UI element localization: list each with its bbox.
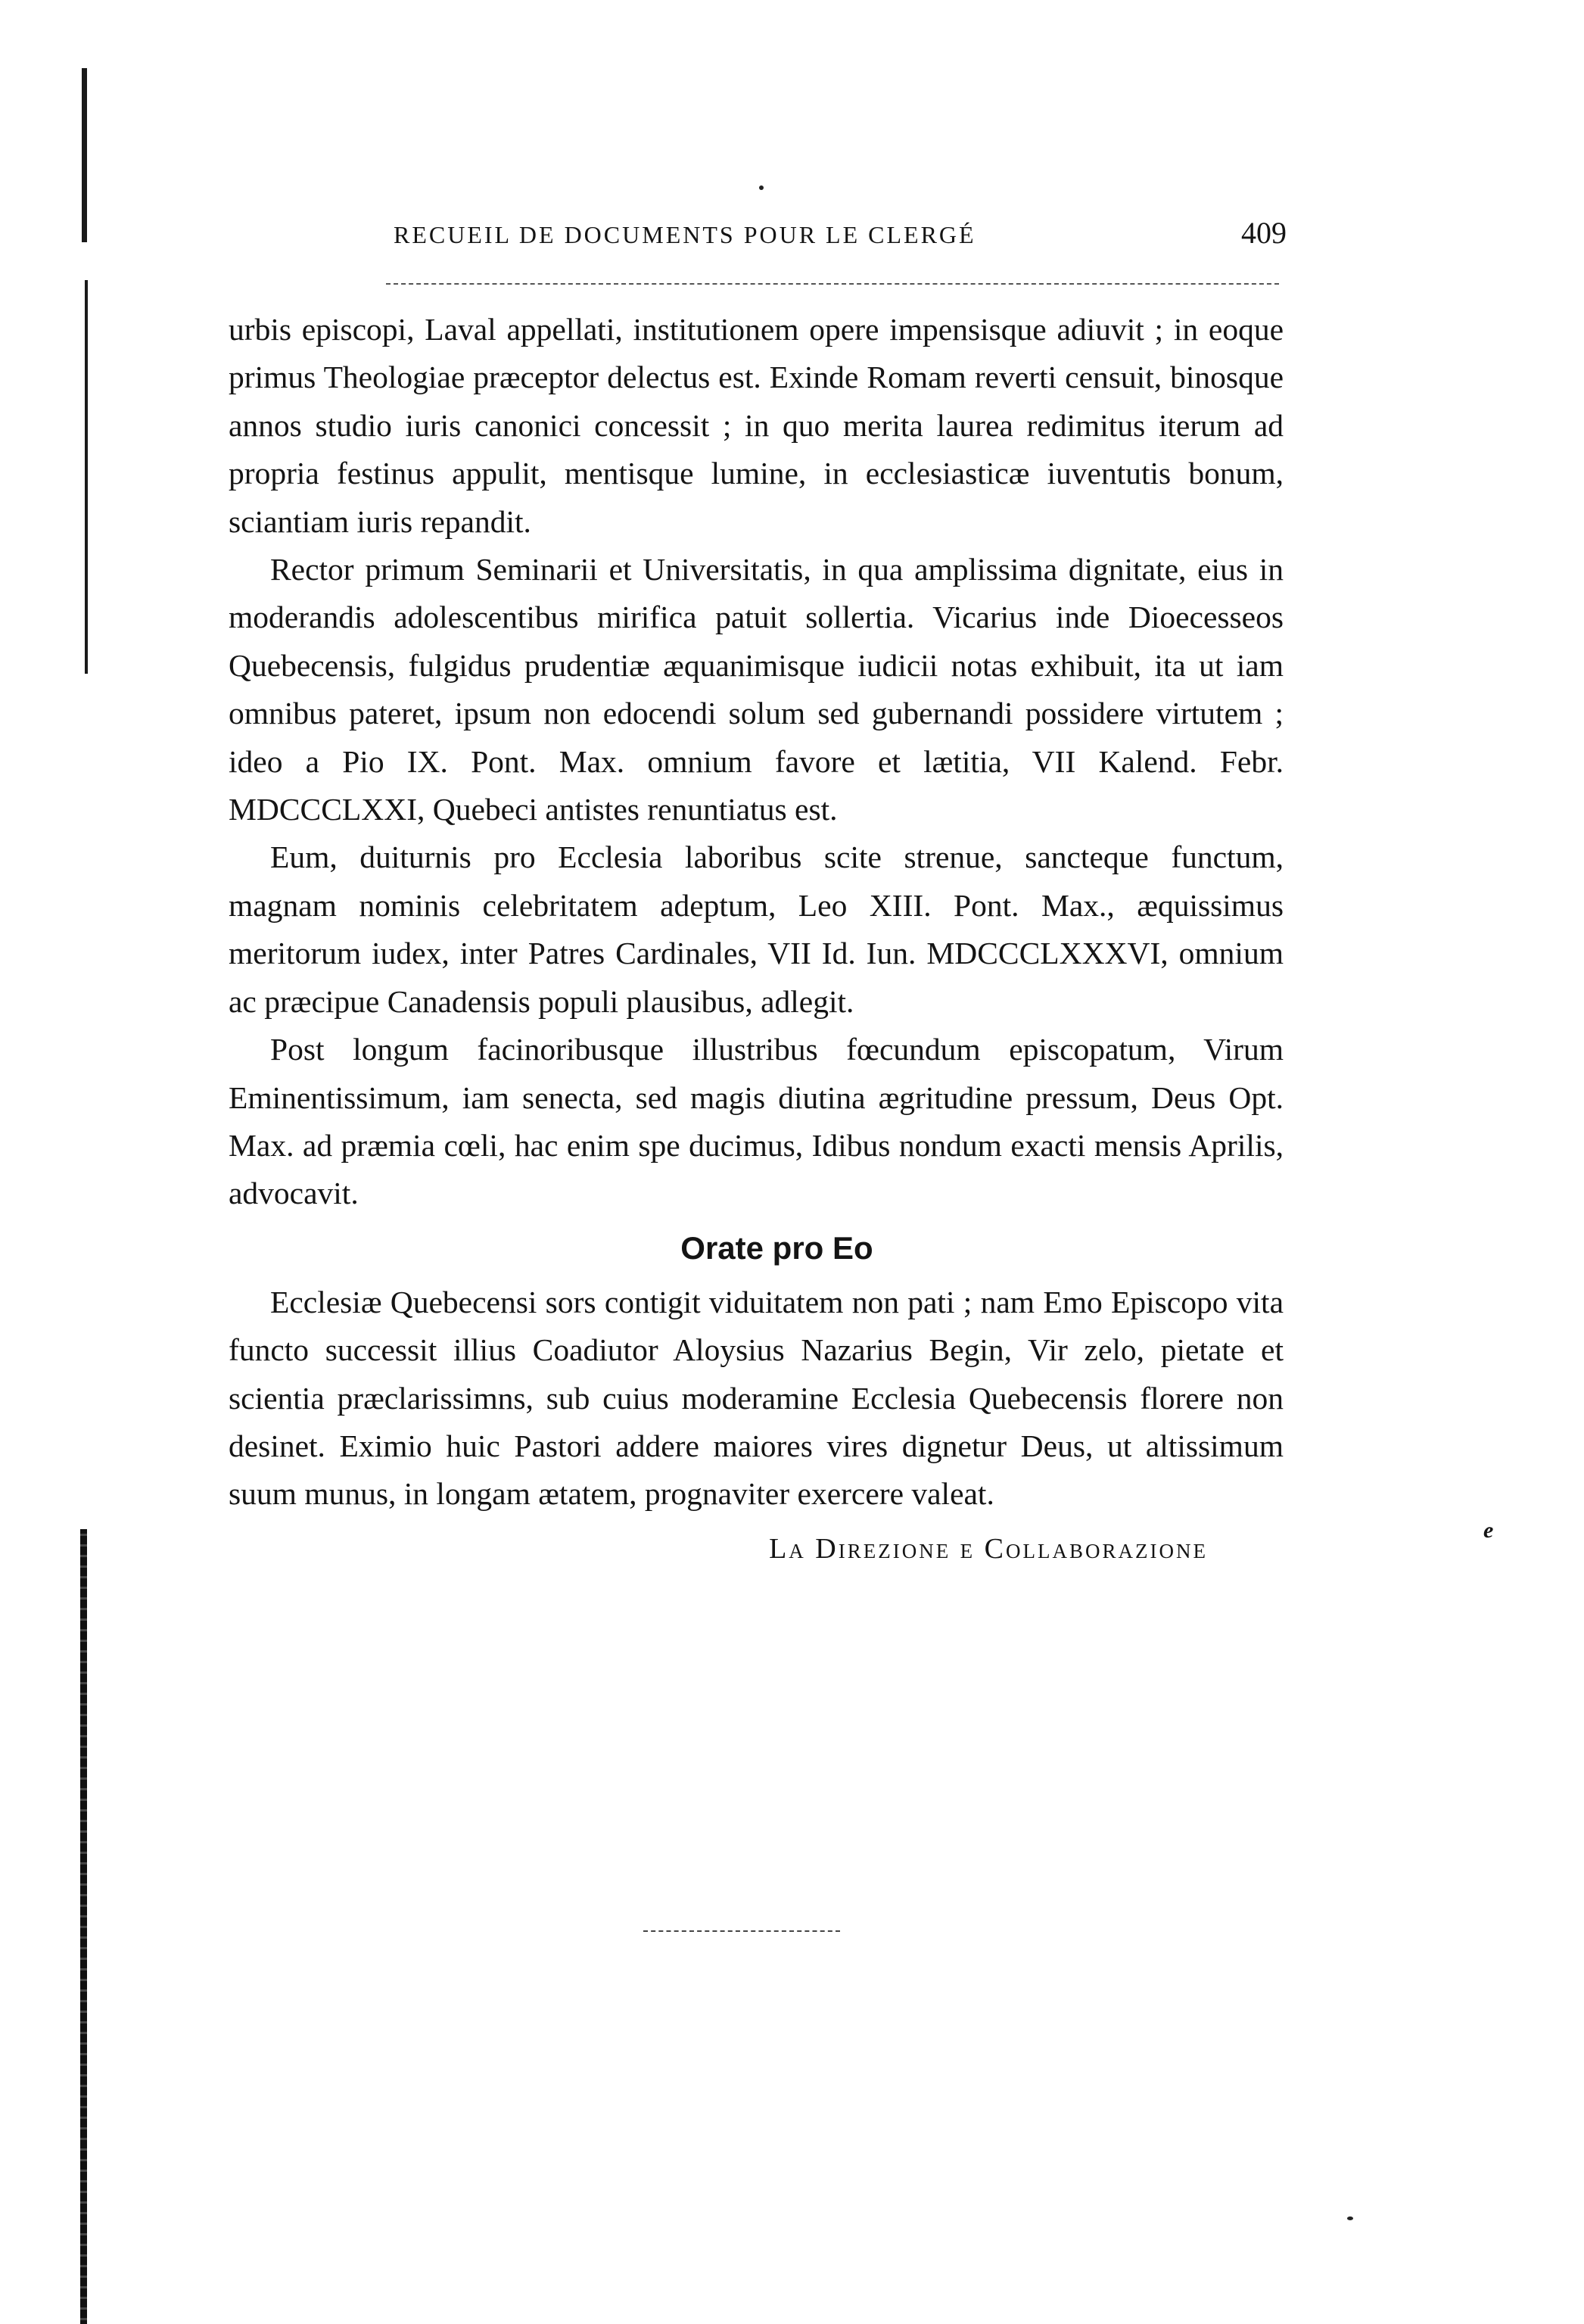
section-heading: Orate pro Eo (680, 1229, 873, 1266)
stray-dot (759, 185, 764, 190)
scan-edge-mark (82, 68, 87, 242)
paragraph: Rector primum Seminarii et Universitatis, in qua amplissima dignitate, eius in moderandis adolescentibus mirifica patuit sollertia. Vicarius inde Dioecesseos Quebecensis, fulgidus prudentiæ æquanimisque iudicii notas exhibuit, ita ut iam omnibus pateret, ipsum non edocendi solum sed gubernandi possidere virtutem ; ideo a Pio IX. Pont. Max. omnium favore et lætitia, VII Kalend. Febr. MDCCCLXXI, Quebeci antistes renuntiatus est. (229, 552, 1284, 827)
body-text (229, 306, 1284, 1579)
margin-mark: e (1483, 1518, 1494, 1543)
page-number: 409 (1241, 216, 1287, 250)
running-title: RECUEIL DE DOCUMENTS POUR LE CLERGÉ (394, 221, 976, 248)
header-rule (386, 283, 1279, 285)
scan-edge-mark (85, 280, 88, 674)
scan-edge-binding (80, 1529, 87, 2324)
paragraph: urbis episcopi, Laval appellati, institutionem opere impensisque adiuvit ; in eoque primus Theologiae præceptor delectus est. Exinde Romam reverti censuit, binosque annos studio iuris canonici concessit ; in quo merita laurea redimitus iterum ad propria festinus appulit, mentisque lumine, in ecclesiasticæ iuventutis bonum, sciantiam iuris repandit. (229, 312, 1284, 539)
stray-dot (1347, 2217, 1353, 2220)
running-header (394, 213, 1287, 259)
closing-paragraph: Ecclesiæ Quebecensi sors contigit viduitatem non pati ; nam Emo Episcopo vita functo successit illius Coadiutor Aloysius Nazarius Begin, Vir zelo, pietate et scientia præclarissimns, sub cuius moderamine Ecclesia Quebecensis florere non desinet. Eximio huic Pastori addere maiores vires dignetur Deus, ut altissimum suum munus, in longam ætatem, prognaviter exercere valeat. (229, 1284, 1284, 1512)
end-rule (643, 1930, 840, 1932)
paragraph: Post longum facinoribusque illustribus fœcundum episcopatum, Virum Eminentissimum, iam senecta, sed magis diutina ægritudine pressum, Deus Opt. Max. ad præmia cœli, hac enim spe ducimus, Idibus nondum exacti mensis Aprilis, advocavit. (229, 1032, 1284, 1211)
signature: La Direzione e Collaborazione (769, 1532, 1208, 1565)
paragraph: Eum, duiturnis pro Ecclesia laboribus scite strenue, sancteque functum, magnam nominis celebritatem adeptum, Leo XIII. Pont. Max., æquissimus meritorum iudex, inter Patres Cardinales, VII Id. Iun. MDCCCLXXXVI, omnium ac præcipue Canadensis populi plausibus, adlegit. (229, 840, 1284, 1019)
